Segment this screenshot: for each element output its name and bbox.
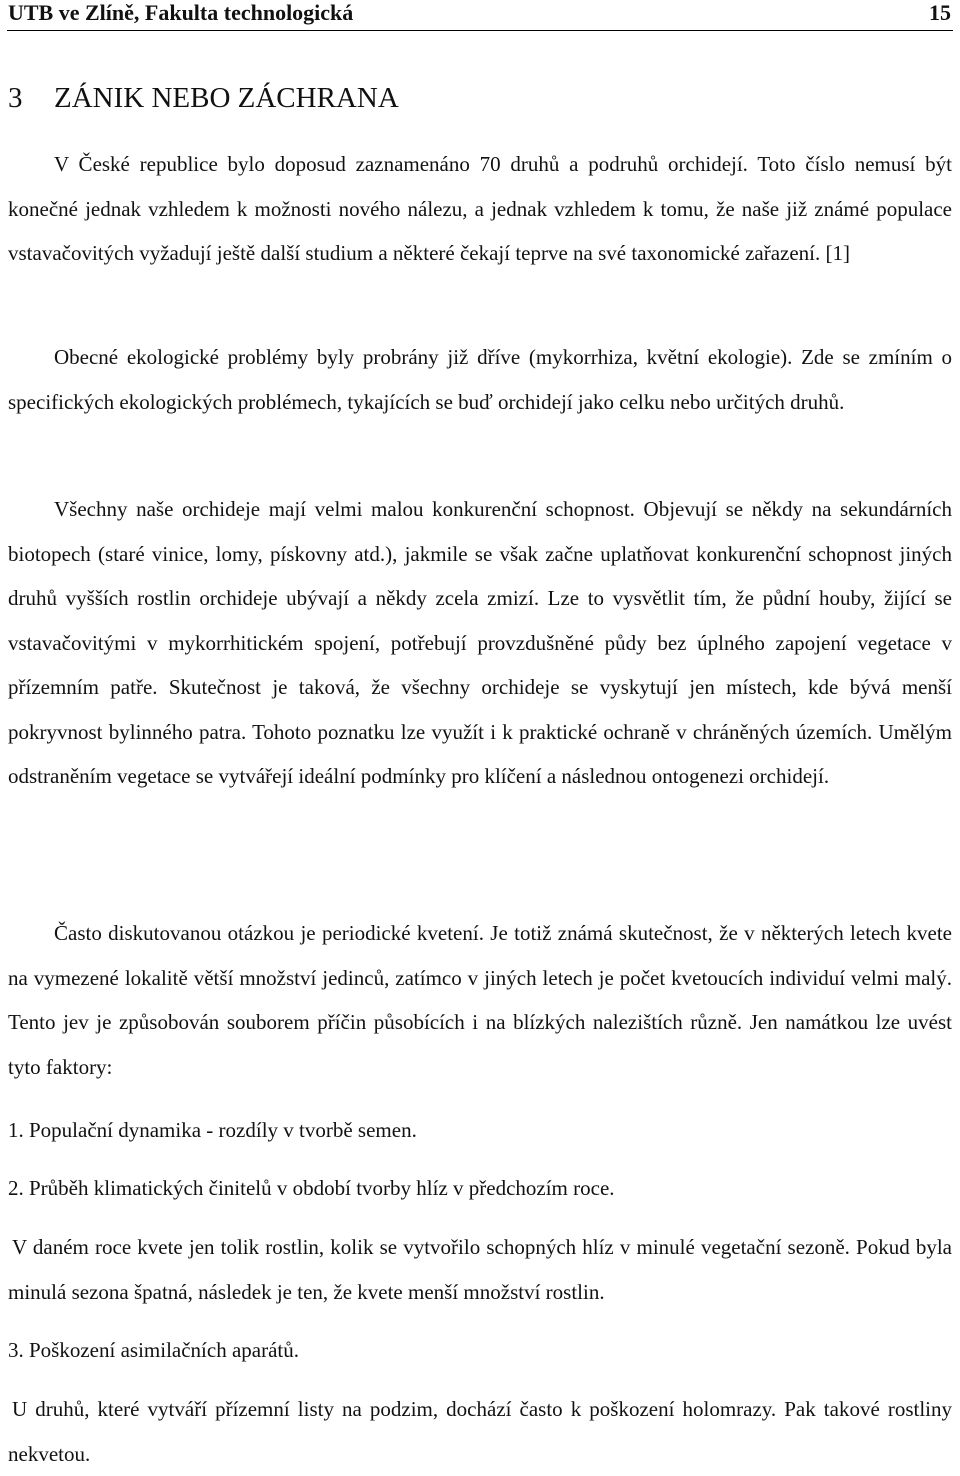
paragraph-3: Všechny naše orchideje mají velmi malou konkurenční schopnost. Objevují se někdy na sekundárních biotopech (staré vinice, lomy, pískovny atd.), jakmile se však začne uplatňovat konkurenční schopnost jiných druhů vyšších rostlin orchideje ubývají a někdy zcela zmizí. Lze to vysvětlit tím, že půdní houby, žijící se vstavačovitými v mykorrhitickém spojení, potřebují provzdušněné půdy bez úplného zapojení vegetace v přízemním patře. Skutečnost je taková, že všechny orchideje se vyskytují jen místech, kde bývá menší pokryvnost bylinného patra. Tohoto poznatku lze využít i k praktické ochraně v chráněných územích. Umělým odstraněním vegetace se vytvářejí ideální podmínky pro klíčení a následnou ontogenezi orchidejí.: [8, 497, 952, 788]
chapter-heading: [8, 78, 399, 118]
page-number: 15: [929, 0, 951, 25]
paragraph-1: V České republice bylo doposud zaznamenáno 70 druhů a podruhů orchidejí. Toto číslo nemusí být konečné jednak vzhledem k možnosti nového nálezu, a jednak vzhledem k tomu, že naše již známé populace vstavačovitých vyžadují ještě další studium a některé čekají teprve na své taxonomické zařazení. [1]: [8, 152, 952, 265]
chapter-number: 3: [8, 82, 23, 114]
list-item-3: 3. Poškození asimilačních aparátů.: [8, 1338, 299, 1362]
paragraph-6: U druhů, které vytváří přízemní listy na podzim, dochází často k poškození holomrazy. Pak takové rostliny nekvetou.: [8, 1397, 952, 1466]
header-title: UTB ve Zlíně, Fakulta technologická: [8, 0, 354, 25]
chapter-title: ZÁNIK NEBO ZÁCHRANA: [54, 82, 399, 114]
list-item-1: 1. Populační dynamika - rozdíly v tvorbě semen.: [8, 1118, 417, 1142]
page-header: [7, 0, 953, 31]
paragraph-2: Obecné ekologické problémy byly probrány již dříve (mykorrhiza, květní ekologie). Zde se zmíním o specifických ekologických problémech, tykajících se buď orchidejí jako celku nebo určitých druhů.: [8, 345, 952, 414]
list-item-2: 2. Průběh klimatických činitelů v období tvorby hlíz v předchozím roce.: [8, 1176, 615, 1200]
paragraph-5: V daném roce kvete jen tolik rostlin, kolik se vytvořilo schopných hlíz v minulé vegetační sezoně. Pokud byla minulá sezona špatná, následek je ten, že kvete menší množství rostlin.: [8, 1235, 952, 1304]
paragraph-4: Často diskutovanou otázkou je periodické kvetení. Je totiž známá skutečnost, že v některých letech kvete na vymezené lokalitě větší množství jedinců, zatímco v jiných letech je počet kvetoucích individuí velmi malý. Tento jev je způsobován souborem příčin působících i na blízkých nalezištích různě. Jen namátkou lze uvést tyto faktory:: [8, 921, 952, 1079]
